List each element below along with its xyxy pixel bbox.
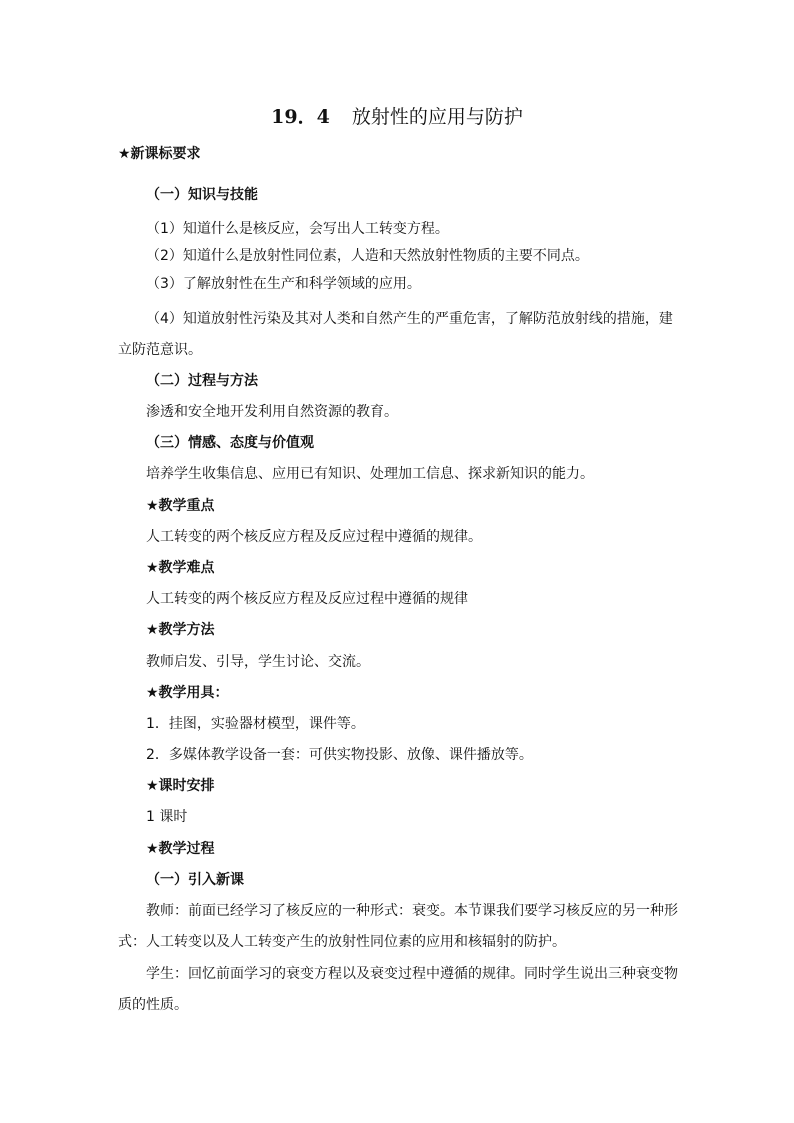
process-text: 渗透和安全地开发利用自然资源的教育。 xyxy=(146,404,398,420)
emotion-text: 培养学生收集信息、应用已有知识、处理加工信息、探求新知识的能力。 xyxy=(146,466,594,482)
knowledge-item-4-line-2: 立防范意识。 xyxy=(118,342,202,358)
heading-teaching-process: ★教学过程 xyxy=(146,841,215,857)
teaching-method-text: 教师启发、引导，学生讨论、交流。 xyxy=(146,654,370,670)
heading-emotion-values: （三）情感、态度与价值观 xyxy=(146,435,314,451)
student-paragraph-line-1: 学生：回忆前面学习的衰变方程以及衰变过程中遵循的规律。同时学生说出三种衰变物 xyxy=(146,966,678,982)
title-text: 放射性的应用与防护 xyxy=(351,106,523,128)
teaching-tool-1: 1．挂图，实验器材模型，课件等。 xyxy=(146,716,365,732)
teaching-difficulty-text: 人工转变的两个核反应方程及反应过程中遵循的规律 xyxy=(146,591,468,607)
teaching-focus-text: 人工转变的两个核反应方程及反应过程中遵循的规律。 xyxy=(146,529,482,545)
heading-teaching-method: ★教学方法 xyxy=(146,622,215,638)
class-schedule-text: 1 课时 xyxy=(146,809,188,825)
heading-process-methods: （二）过程与方法 xyxy=(146,373,258,389)
student-paragraph-line-2: 质的性质。 xyxy=(118,997,188,1013)
heading-knowledge-skills: （一）知识与技能 xyxy=(146,187,258,203)
knowledge-item-2: （2）知道什么是放射性同位素，人造和天然放射性物质的主要不同点。 xyxy=(146,248,589,264)
heading-introduce-lesson: （一）引入新课 xyxy=(146,872,244,888)
knowledge-item-4-line-1: （4）知道放射性污染及其对人类和自然产生的严重危害，了解防范放射线的措施，建 xyxy=(146,311,673,327)
teacher-paragraph-line-1: 教师：前面已经学习了核反应的一种形式：衰变。本节课我们要学习核反应的另一种形 xyxy=(146,903,678,919)
page-title xyxy=(0,104,794,130)
teaching-tool-2: 2．多媒体教学设备一套：可供实物投影、放像、课件播放等。 xyxy=(146,747,533,763)
teacher-paragraph-line-2: 式：人工转变以及人工转变产生的放射性同位素的应用和核辐射的防护。 xyxy=(118,934,566,950)
heading-teaching-tools: ★教学用具： xyxy=(146,685,229,701)
knowledge-item-1: （1）知道什么是核反应，会写出人工转变方程。 xyxy=(146,221,449,237)
knowledge-item-3: （3）了解放射性在生产和科学领域的应用。 xyxy=(146,276,421,292)
heading-class-schedule: ★课时安排 xyxy=(146,778,215,794)
heading-teaching-focus: ★教学重点 xyxy=(146,498,215,514)
heading-teaching-difficulty: ★教学难点 xyxy=(146,560,215,576)
title-number: 19．4 xyxy=(271,106,330,128)
heading-new-standard: ★新课标要求 xyxy=(118,146,201,162)
